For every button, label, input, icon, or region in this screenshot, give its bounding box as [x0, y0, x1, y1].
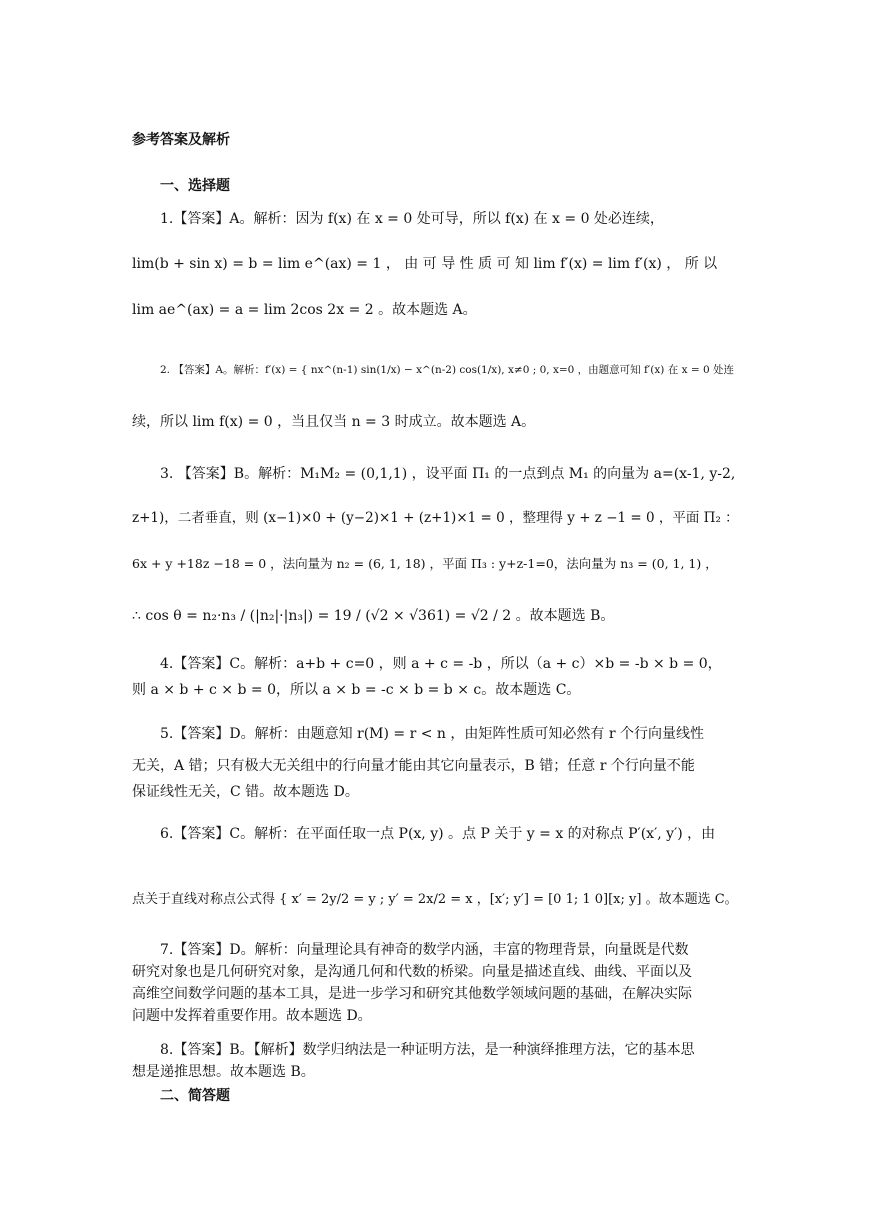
q5-line1: 5.【答案】D。解析：由题意知 r(M) = r < n ，由矩阵性质可知必然有 r 个行向量线性 — [160, 726, 704, 742]
section-heading-short-answer: 二、简答题 — [160, 1088, 230, 1104]
q2-line2: 续，所以 lim f(x) = 0 ，当且仅当 n = 3 时成立。故本题选 A。 — [132, 414, 536, 430]
q3-line4: ∴ cos θ = n₂·n₃ / (|n₂|·|n₃|) = 19 / (√2 × √361) = √2 / 2 。故本题选 B。 — [132, 608, 615, 624]
q8-line2: 想是递推思想。故本题选 B。 — [132, 1064, 315, 1080]
q1-line1: 1.【答案】A。解析：因为 f(x) 在 x = 0 处可导，所以 f(x) 在 x = 0 处必连续， — [160, 211, 664, 227]
q4-line2: 则 a × b + c × b = 0，所以 a × b = -c × b = b × c。故本题选 C。 — [132, 682, 581, 698]
q5-line3: 保证线性无关，C 错。故本题选 D。 — [132, 784, 359, 800]
q6-line2: 点关于直线对称点公式得 { x′ = 2y/2 = y ; y′ = 2x/2 = x ，[x′; y′] = [0 1; 1 0][x; y] 。故本题选 C。 — [132, 892, 738, 907]
q7-line3: 高维空间数学问题的基本工具，是进一步学习和研究其他数学领域问题的基础，在解决实际 — [132, 986, 692, 1002]
q1-line3: lim ae^(ax) = a = lim 2cos 2x = 2 。故本题选 A。 — [132, 302, 477, 318]
q4-line1: 4.【答案】C。解析：a+b + c=0 ，则 a + c = -b ，所以（a + c）×b = -b × b = 0， — [160, 656, 722, 672]
q3-line3: 6x + y +18z −18 = 0 ，法向量为 n₂ = (6, 1, 18) ，平面 Π₃ : y+z-1=0，法向量为 n₃ = (0, 1, 1) ， — [132, 556, 718, 571]
q1-line2: lim(b + sin x) = b = lim e^(ax) = 1 ， 由 可 导 性 质 可 知 lim f′(x) = lim f′(x) ， 所 以 — [132, 256, 718, 272]
section-heading-choice: 一、选择题 — [160, 178, 230, 194]
q3-line2: z+1)，二者垂直，则 (x−1)×0 + (y−2)×1 + (z+1)×1 = 0 ，整理得 y + z −1 = 0 ，平面 Π₂ ： — [132, 510, 739, 526]
q2-line1: 2. 【答案】A。解析：f′(x) = { nx^(n-1) sin(1/x) − x^(n-2) cos(1/x), x≠0 ; 0, x=0 ，由题意可知 f′(x) 在 x = 0 处连 — [160, 364, 734, 376]
q7-line4: 问题中发挥着重要作用。故本题选 D。 — [132, 1008, 372, 1024]
doc-title: 参考答案及解析 — [132, 132, 230, 148]
q6-line1: 6.【答案】C。解析：在平面任取一点 P(x, y) 。点 P 关于 y = x 的对称点 P′(x′, y′) ，由 — [160, 826, 716, 842]
q8-line1: 8.【答案】B。【解析】数学归纳法是一种证明方法，是一种演绎推理方法，它的基本思 — [160, 1042, 695, 1058]
q7-line2: 研究对象也是几何研究对象，是沟通几何和代数的桥梁。向量是描述直线、曲线、平面以及 — [132, 964, 692, 980]
q3-line1: 3. 【答案】B。解析：M₁M₂ = (0,1,1) ，设平面 Π₁ 的一点到点 M₁ 的向量为 a=(x-1, y-2, — [160, 466, 736, 482]
q7-line1: 7.【答案】D。解析：向量理论具有神奇的数学内涵，丰富的物理背景，向量既是代数 — [160, 942, 689, 958]
q5-line2: 无关，A 错；只有极大无关组中的行向量才能由其它向量表示，B 错；任意 r 个行向量不能 — [132, 758, 695, 774]
